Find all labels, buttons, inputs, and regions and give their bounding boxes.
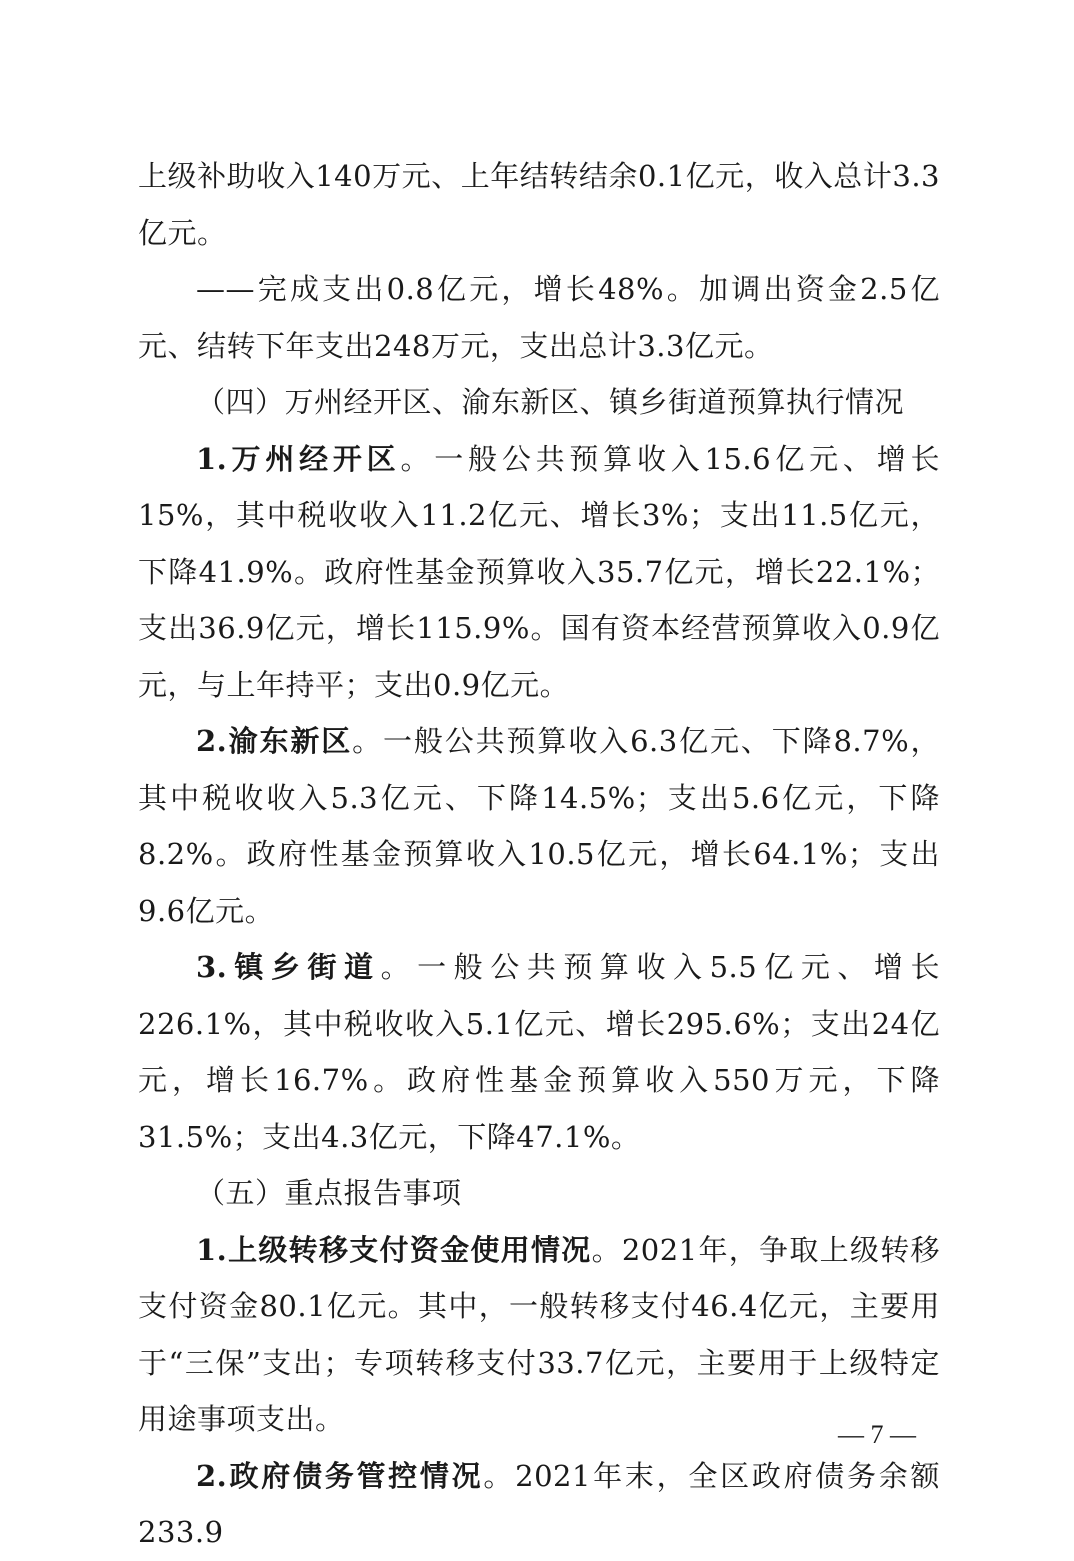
paragraph-lead: 3.镇乡街道 xyxy=(196,950,381,984)
paragraph-text: 。2021年，争取上级转移支付资金80.1亿元。其中，一般转移支付46.4亿元，主要用于“三保”支出；专项转移支付33.7亿元，主要用于上级特定用途事项支出。 xyxy=(138,1232,940,1436)
paragraph-debt-control xyxy=(138,1448,940,1561)
paragraph-upper-subsidy xyxy=(138,148,940,261)
paragraph-text: 。一般公共预算收入5.5亿元、增长226.1%，其中税收收入5.1亿元、增长295.6%；支出24亿元，增长16.7%。政府性基金预算收入550万元，下降31.5%；支出4.3亿元，下降47.1%。 xyxy=(138,950,940,1154)
section-heading-5 xyxy=(138,1165,940,1222)
paragraph-text: 。一般公共预算收入6.3亿元、下降8.7%，其中税收收入5.3亿元、下降14.5%；支出5.6亿元，下降8.2%。政府性基金预算收入10.5亿元，增长64.1%；支出9.6亿元。 xyxy=(138,724,941,928)
section-heading-text: （五）重点报告事项 xyxy=(196,1176,462,1210)
paragraph-lead: 2.渝东新区 xyxy=(196,724,353,758)
paragraph-transfer-payment xyxy=(138,1222,940,1448)
paragraph-yudong-new-district xyxy=(138,713,940,939)
paragraph-lead: 2.政府债务管控情况 xyxy=(196,1458,484,1493)
paragraph-lead: 1.万州经开区 xyxy=(196,441,401,476)
paragraph-towns-streets xyxy=(138,939,940,1165)
page-number: — 7 — xyxy=(838,1420,916,1449)
body-text xyxy=(138,148,940,1561)
paragraph-lead: 1.上级转移支付资金使用情况 xyxy=(196,1232,592,1267)
section-heading-4 xyxy=(138,374,940,431)
paragraph-text: ——完成支出0.8亿元，增长48%。加调出资金2.5亿元、结转下年支出248万元，支出总计3.3亿元。 xyxy=(138,272,940,363)
paragraph-text: 。2021年末，全区政府债务余额233.9 xyxy=(138,1458,940,1549)
section-heading-text: （四）万州经开区、渝东新区、镇乡街道预算执行情况 xyxy=(196,385,905,419)
paragraph-text: 上级补助收入140万元、上年结转结余0.1亿元，收入总计3.3亿元。 xyxy=(138,159,940,250)
paragraph-text: 。一般公共预算收入15.6亿元、增长15%，其中税收收入11.2亿元、增长3%；支出11.5亿元，下降41.9%。政府性基金预算收入35.7亿元，增长22.1%；支出36.9亿元，增长115.9%。国有资本经营预算收入0.9亿元，与上年持平；支出0.9亿元。 xyxy=(138,441,940,702)
paragraph-expenditure xyxy=(138,261,940,374)
paragraph-wanzhou-development-zone xyxy=(138,431,940,714)
